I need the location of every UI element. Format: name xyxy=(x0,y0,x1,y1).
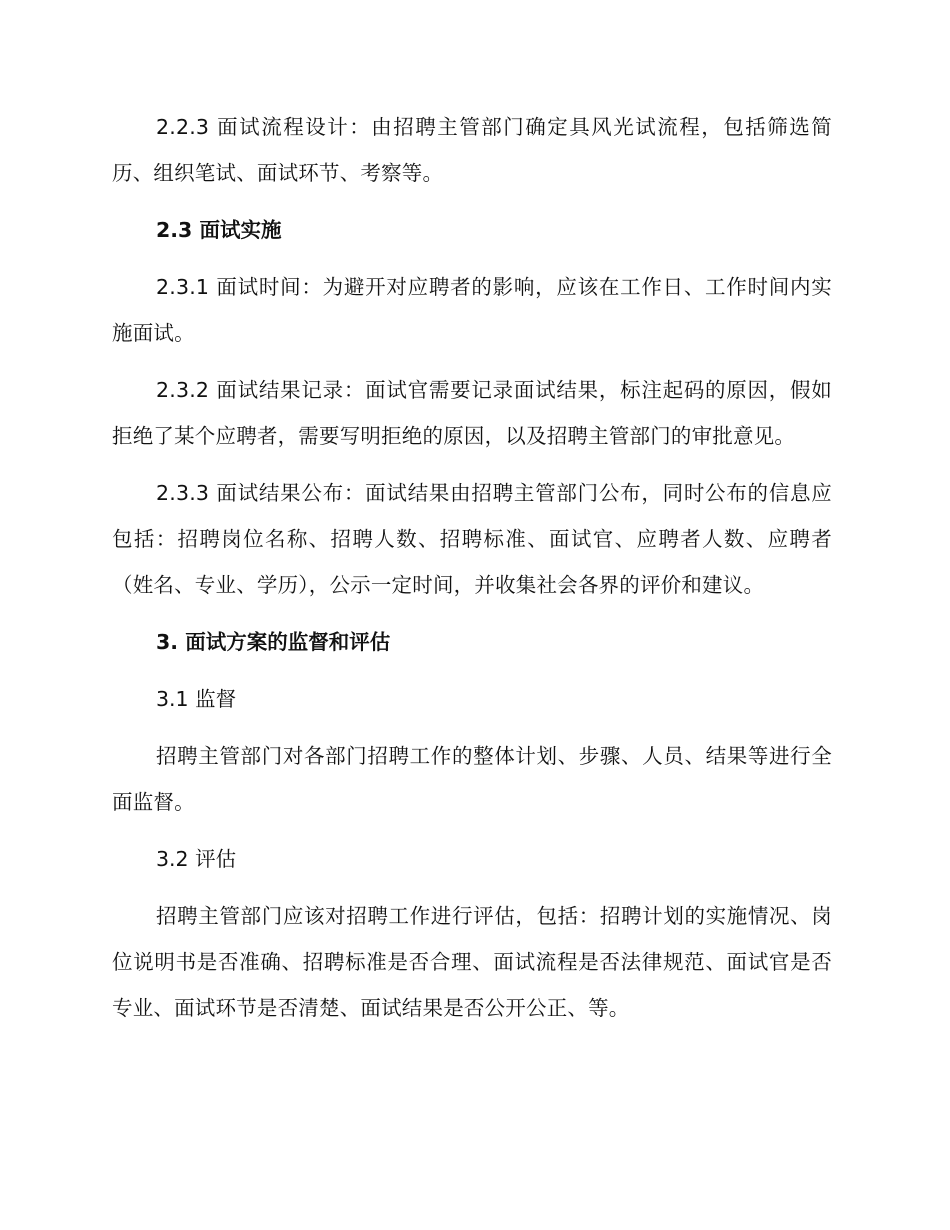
heading-2-3: 2.3 面试实施 xyxy=(156,218,282,242)
paragraph-3-2: 招聘主管部门应该对招聘工作进行评估，包括：招聘计划的实施情况、岗位说明书是否准确、招聘标准是否合理、面试流程是否法律规范、面试官是否专业、面试环节是否清楚、面试结果是否公开公正、等。 xyxy=(112,904,832,1020)
heading-3-2: 3.2 评估 xyxy=(156,847,237,871)
paragraph-2-2-3: 2.2.3 面试流程设计：由招聘主管部门确定具风光试流程，包括筛选简历、组织笔试、面试环节、考察等。 xyxy=(112,115,832,185)
paragraph-2-3-3: 2.3.3 面试结果公布：面试结果由招聘主管部门公布，同时公布的信息应包括：招聘岗位名称、招聘人数、招聘标准、面试官、应聘者人数、应聘者（姓名、专业、学历），公示一定时间，并收集社会各界的评价和建议。 xyxy=(112,481,832,597)
document-page xyxy=(112,104,832,1042)
heading-3: 3. 面试方案的监督和评估 xyxy=(156,630,391,654)
heading-3-1: 3.1 监督 xyxy=(156,687,237,711)
paragraph-3-1: 招聘主管部门对各部门招聘工作的整体计划、步骤、人员、结果等进行全面监督。 xyxy=(112,744,832,814)
paragraph-2-3-1: 2.3.1 面试时间：为避开对应聘者的影响，应该在工作日、工作时间内实施面试。 xyxy=(112,275,832,345)
paragraph-2-3-2: 2.3.2 面试结果记录：面试官需要记录面试结果，标注起码的原因，假如拒绝了某个应聘者，需要写明拒绝的原因，以及招聘主管部门的审批意见。 xyxy=(112,378,832,448)
